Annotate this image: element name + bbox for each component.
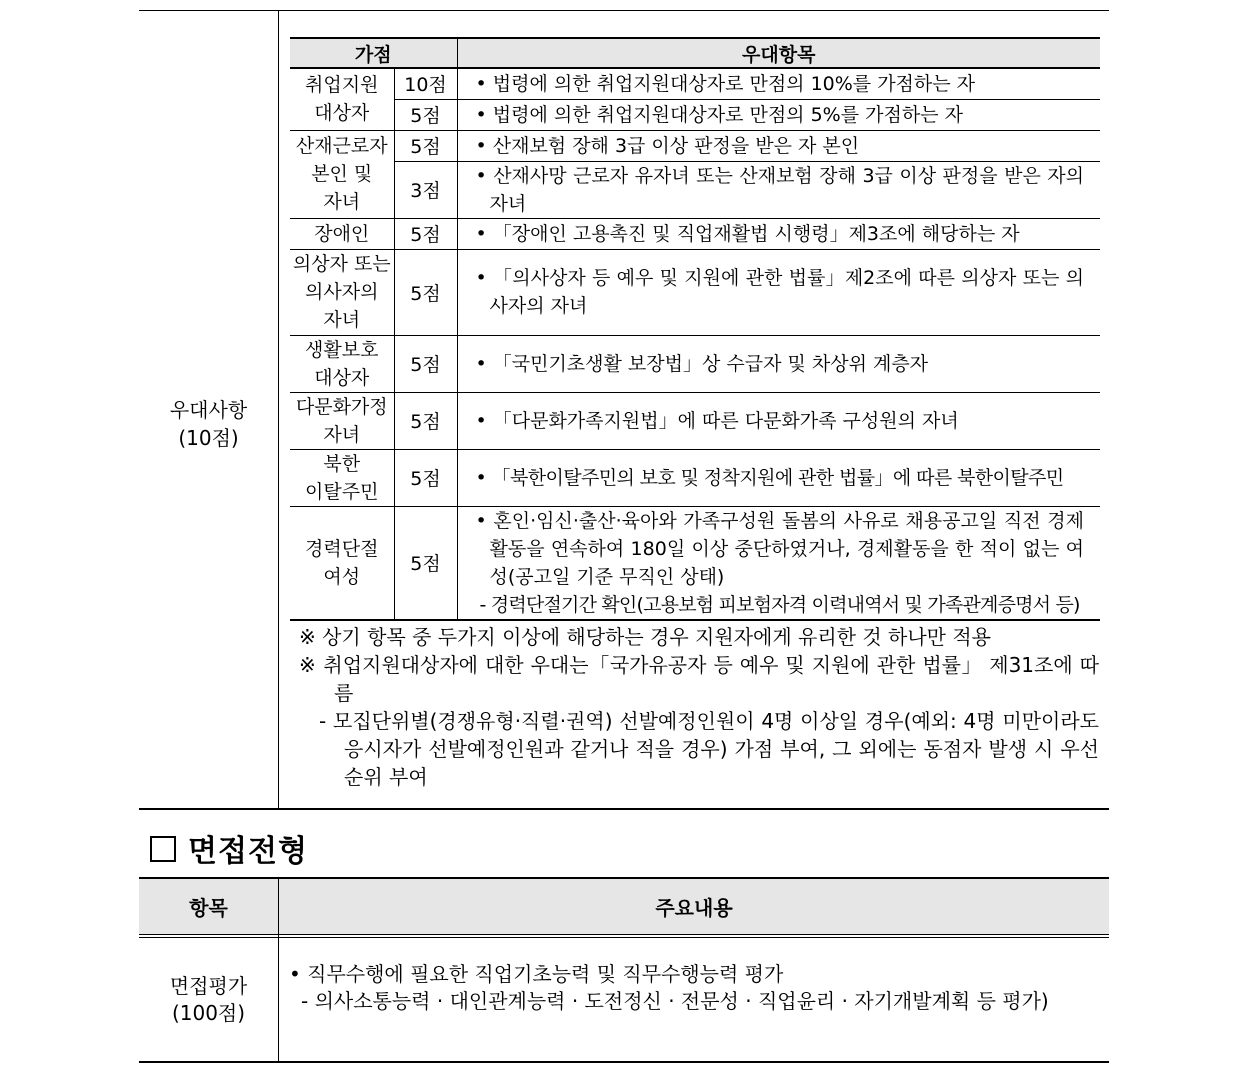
category-cell (290, 130, 394, 218)
header-bonus: 가점 (290, 38, 457, 68)
preference-notes (299, 623, 1099, 791)
interview-bullet: • 직무수행에 필요한 직업기초능력 및 직무수행능력 평가 (289, 962, 784, 986)
category-line: 의사자의 (305, 281, 379, 303)
header-item: 항목 (189, 896, 228, 920)
interview-table (139, 877, 1109, 1063)
table-row (290, 68, 1100, 99)
description-cell: • 혼인·임신·출산·육아와 가족구성원 돌봄의 사유로 채용공고일 직전 경제활동을 연속하여 180일 이상 중단하였거나, 경제활동을 한 적이 없는 여성(공고일 기준 무직인 상태) - 경력단절기간 확인(고용보험 피보험자격 이력내역서 및 가족관계증명서 등) (457, 506, 1100, 620)
points-cell: 3점 (394, 161, 457, 218)
note-subitem: - 모집단위별(경쟁유형·직렬·권역) 선발예정인원이 4명 이상일 경우(예외: 4명 미만이라도 응시자가 선발예정인원과 같거나 적을 경우) 가점 부여, 그 외에는 동점자 발생 시 우선순위 부여 (319, 709, 1099, 789)
description-text: 법령에 의한 취업지원대상자로 만점의 10%를 가점하는 자 (492, 72, 976, 95)
category-line: 자녀 (323, 191, 361, 213)
table-row (290, 249, 1100, 335)
description-cell: • 「북한이탈주민의 보호 및 정착지원에 관한 법률」에 따른 북한이탈주민 (457, 449, 1100, 506)
points-cell: 5점 (394, 130, 457, 161)
table-row (290, 99, 1100, 130)
preference-table (290, 37, 1100, 621)
points-cell: 10점 (394, 68, 457, 99)
description-cell: • 「의사상자 등 예우 및 지원에 관한 법률」제2조에 따른 의상자 또는 의사자의 자녀 (457, 249, 1100, 335)
category-line: 대상자 (314, 366, 370, 389)
section-heading (150, 826, 308, 870)
category-line: 북한 (323, 452, 361, 475)
description-cell: • 법령에 의한 취업지원대상자로 만점의 10%를 가점하는 자 (457, 68, 1100, 99)
points-cell: 5점 (394, 449, 457, 506)
category-line: 자녀 (323, 423, 361, 446)
category-line: 생활보호 (305, 338, 379, 361)
points-cell: 5점 (394, 392, 457, 449)
description-text: 산재사망 근로자 유자녀 또는 산재보험 장해 3급 이상 판정을 받은 자의 자녀 (489, 164, 1084, 215)
note-item: ※ 상기 항목 중 두가지 이상에 해당하는 경우 지원자에게 유리한 것 하나만 적용 (299, 625, 991, 649)
header-double-line (139, 937, 1109, 938)
description-cell: • 「다문화가족지원법」에 따른 다문화가족 구성원의 자녀 (457, 392, 1100, 449)
description-text: 산재보험 장해 3급 이상 판정을 받은 자 본인 (492, 134, 860, 157)
category-line: 여성 (323, 565, 361, 588)
interview-label (139, 973, 278, 1027)
table-row (290, 392, 1100, 449)
table-row (290, 218, 1100, 249)
description-text: 법령에 의한 취업지원대상자로 만점의 5%를 가점하는 자 (492, 103, 963, 126)
category-cell (290, 506, 394, 620)
points-cell: 5점 (394, 335, 457, 392)
table-row (290, 161, 1100, 218)
description-cell: • 산재보험 장해 3급 이상 판정을 받은 자 본인 (457, 130, 1100, 161)
header-content: 주요내용 (655, 896, 733, 920)
description-text: 「장애인 고용촉진 및 직업재활법 시행령」제3조에 해당하는 자 (492, 222, 1020, 245)
points-cell: 5점 (394, 249, 457, 335)
description-text: 「국민기초생활 보장법」상 수급자 및 차상위 계층자 (492, 352, 929, 375)
interview-subitem: - 의사소통능력 · 대인관계능력 · 도전정신 · 전문성 · 직업윤리 · 자기개발계획 등 평가) (301, 989, 1049, 1013)
category-line: 경력단절 (305, 537, 379, 560)
category-line: 산재근로자 (295, 135, 388, 157)
points-cell: 5점 (394, 218, 457, 249)
description-cell: • 「장애인 고용촉진 및 직업재활법 시행령」제3조에 해당하는 자 (457, 218, 1100, 249)
description-cell: • 산재사망 근로자 유자녀 또는 산재보험 장해 3급 이상 판정을 받은 자의 자녀 (457, 161, 1100, 218)
table-bottom-border (139, 1061, 1109, 1063)
category-line: 자녀 (323, 309, 361, 331)
description-text: 「의사상자 등 예우 및 지원에 관한 법률」제2조에 따른 의상자 또는 의사자의 자녀 (489, 267, 1084, 317)
category-line: 취업지원 (305, 74, 379, 97)
category-line: 다문화가정 (295, 395, 388, 418)
category-cell (290, 392, 394, 449)
category-cell (290, 335, 394, 392)
table-row (290, 506, 1100, 620)
category-line: 대상자 (314, 102, 370, 125)
category-cell (290, 449, 394, 506)
preference-label (139, 396, 278, 452)
interview-content (289, 961, 1099, 1015)
category-line: 이탈주민 (305, 480, 379, 503)
note-item: ※ 취업지원대상자에 대한 우대는「국가유공자 등 예우 및 지원에 관한 법률」 제31조에 따름 (299, 653, 1099, 705)
preference-table-header (290, 38, 1100, 68)
section-heading-text: 면접전형 (188, 834, 308, 869)
description-subitem: - 경력단절기간 확인(고용보험 피보험자격 이력내역서 및 가족관계증명서 등) (479, 593, 1080, 616)
category-cell: 장애인 (290, 218, 394, 249)
column-divider (278, 11, 279, 808)
square-bullet-icon (150, 836, 176, 862)
description-text: 「북한이탈주민의 보호 및 정착지원에 관한 법률」에 따른 북한이탈주민 (491, 466, 1064, 489)
header-items: 우대항목 (457, 38, 1100, 68)
points-cell: 5점 (394, 99, 457, 130)
interview-label-title: 면접평가 (169, 974, 248, 998)
category-cell (290, 68, 394, 130)
table-row (290, 335, 1100, 392)
category-cell (290, 249, 394, 335)
table-row (290, 130, 1100, 161)
preference-section (139, 10, 1109, 810)
points-cell: 5점 (394, 506, 457, 620)
description-cell: • 법령에 의한 취업지원대상자로 만점의 5%를 가점하는 자 (457, 99, 1100, 130)
description-text: 혼인·임신·출산·육아와 가족구성원 돌봄의 사유로 채용공고일 직전 경제활동을 연속하여 180일 이상 중단하였거나, 경제활동을 한 적이 없는 여성(공고일 기준 무직인 상태) (489, 509, 1085, 588)
description-text: 「다문화가족지원법」에 따른 다문화가족 구성원의 자녀 (492, 409, 959, 432)
preference-label-points: (10점) (178, 426, 239, 450)
description-cell: • 「국민기초생활 보장법」상 수급자 및 차상위 계층자 (457, 335, 1100, 392)
category-line: 본인 및 (311, 163, 373, 185)
category-line: 의상자 또는 (292, 253, 391, 275)
interview-label-points: (100점) (171, 1001, 246, 1025)
table-row (290, 449, 1100, 506)
preference-label-title: 우대사항 (169, 398, 248, 422)
